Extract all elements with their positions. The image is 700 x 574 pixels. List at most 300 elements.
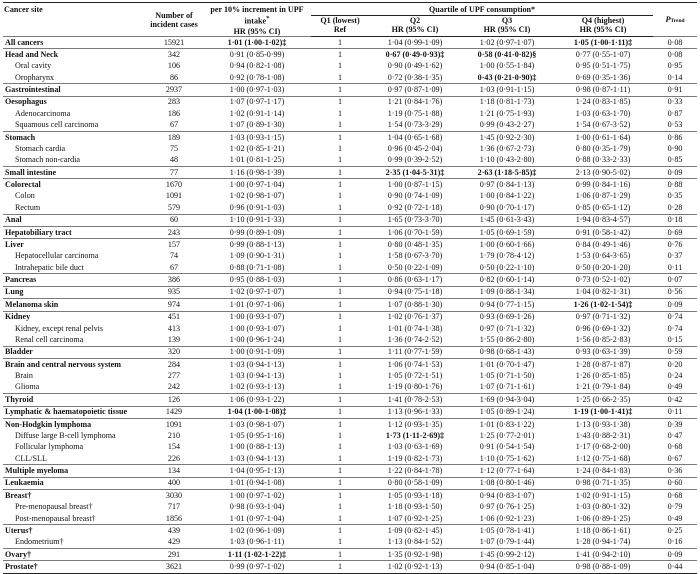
cell-cancer-site: Oesophagus (3, 96, 145, 108)
cell-p-trend: 0·76 (653, 239, 697, 251)
cell-incident-cases: 1670 (145, 179, 203, 191)
cell-incident-cases: 3030 (145, 490, 203, 502)
cell-q2-hr: 1·41 (0·78-2·53) (369, 394, 461, 406)
cell-p-trend: 0·49 (667, 382, 683, 392)
cell-per10-hr: 1·00 (0·97-1·04) (203, 179, 311, 191)
cell-per10-hr: 0·99 (0·88-1·13) (203, 239, 311, 251)
cell-cancer-site: All cancers (3, 36, 145, 48)
cell-p-trend: 0·09 (653, 299, 697, 311)
table-row (3, 251, 697, 262)
cell-p-trend: 0·67 (667, 453, 683, 463)
cell-p-trend: 0·79 (667, 502, 683, 512)
cell-q4-hr: 0·95 (0·51-1·75) (575, 61, 631, 71)
cell-q1: 1 (311, 179, 369, 191)
cell-q2-hr: 0·80 (0·48-1·35) (369, 239, 461, 251)
cell-p-trend: 0·49 (667, 513, 683, 523)
table-row (3, 442, 697, 453)
table-row (3, 323, 697, 334)
cell-q2-hr: 1·09 (0·82-1·45) (369, 525, 461, 537)
cell-incident-cases: 15921 (145, 36, 203, 48)
cell-q3-hr: 0·90 (0·70-1·17) (479, 202, 535, 212)
cell-p-trend: 0·14 (667, 72, 683, 82)
cell-p-trend: 0·07 (653, 274, 697, 286)
cell-q3-hr: 0·82 (0·60-1·14) (461, 274, 553, 286)
cell-incident-cases: 75 (169, 143, 179, 153)
cell-q3-hr: 1·05 (0·89-1·24) (461, 406, 553, 418)
cell-q2-hr: 1·11 (0·77-1·59) (369, 346, 461, 358)
cell-q2-hr: 1·36 (0·74-2·52) (387, 334, 443, 344)
table-row (3, 334, 697, 346)
cell-incident-cases: 67 (169, 262, 179, 272)
cell-q2-hr: 1·19 (0·75-1·88) (387, 108, 443, 118)
cell-q4-hr: 1·53 (0·64-3·65) (575, 251, 631, 261)
cell-cancer-site: Pancreas (3, 274, 145, 286)
cell-incident-cases: 139 (167, 334, 181, 344)
cell-incident-cases: 210 (167, 430, 181, 440)
table-row (3, 370, 697, 381)
header-q2-hr: HR (95% CI) (391, 25, 439, 35)
cell-q3-hr: 1·10 (0·43-2·80) (479, 155, 535, 165)
cell-p-trend: 0·11 (667, 262, 683, 272)
table-row (3, 513, 697, 525)
cell-q1: 1 (311, 299, 369, 311)
cell-q2-hr: 1·06 (0·70-1·59) (369, 226, 461, 238)
cell-per10-hr: 1·01 (1·00-1·02)‡ (203, 36, 311, 48)
cell-q2-hr: 1·13 (0·96-1·33) (369, 406, 461, 418)
cell-p-trend: 0·33 (653, 96, 697, 108)
cell-q1: 1 (337, 155, 343, 165)
table-row (3, 214, 697, 226)
cell-q4-hr: 0·88 (0·33-2·33) (575, 155, 631, 165)
cell-cancer-site: Bladder (3, 346, 145, 358)
cell-cancer-site: Kidney, except renal pelvis (15, 323, 104, 333)
cell-cancer-site: Follicular lymphoma (15, 442, 84, 452)
cell-q4-hr: 1·56 (0·85-2·83) (575, 334, 631, 344)
cell-q4-hr: 0·84 (0·49-1·46) (553, 239, 653, 251)
cell-per10-hr: 1·04 (0·95-1·13) (203, 465, 311, 477)
cell-q3-hr: 1·10 (0·75-1·62) (479, 453, 535, 463)
cell-p-trend: 0·16 (667, 537, 683, 547)
table-row (3, 179, 697, 191)
cell-q3-hr: 0·97 (0·84-1·13) (461, 179, 553, 191)
cell-p-trend: 0·08 (653, 49, 697, 61)
cell-q1: 1 (337, 537, 343, 547)
cell-incident-cases: 243 (145, 226, 203, 238)
cell-q1: 1 (337, 262, 343, 272)
cell-p-trend: 0·69 (653, 226, 697, 238)
cell-q2-hr: 1·07 (0·92-1·25) (387, 513, 443, 523)
cell-p-trend: 0·39 (653, 418, 697, 430)
cell-q3-hr: 1·55 (0·86-2·80) (479, 334, 535, 344)
header-q1 (311, 15, 369, 36)
upf-cancer-risk-table (3, 2, 697, 574)
table-row (3, 120, 697, 132)
table-row (3, 537, 697, 549)
cell-p-trend: 0·44 (653, 561, 697, 573)
cell-per10-hr: 0·95 (0·88-1·03) (203, 274, 311, 286)
table-header (3, 3, 697, 37)
cell-q2-hr: 0·99 (0·39-2·52) (387, 155, 443, 165)
cell-per10-hr: 1·03 (0·96-1·11) (229, 537, 285, 547)
cell-per10-hr: 1·06 (0·93-1·22) (203, 394, 311, 406)
cell-q4-hr: 0·98 (0·71-1·35) (553, 477, 653, 489)
cell-q3-hr: 0·91 (0·54-1·54) (479, 442, 535, 452)
cell-per10-hr: 0·88 (0·71-1·08) (229, 262, 285, 272)
cell-q2-hr: 0·92 (0·72-1·18) (387, 202, 443, 212)
cell-q1: 1 (311, 274, 369, 286)
table-row (3, 394, 697, 406)
table-row (3, 131, 697, 143)
cell-q3-hr: 0·98 (0·68-1·43) (461, 346, 553, 358)
cell-q2-hr: 0·90 (0·74-1·09) (387, 191, 443, 201)
cell-q4-hr: 0·99 (0·84-1·16) (553, 179, 653, 191)
cell-q3-hr: 0·93 (0·69-1·26) (461, 311, 553, 323)
cell-per10-hr: 1·03 (0·93-1·15) (203, 131, 311, 143)
cell-q2-hr: 1·05 (0·93-1·18) (369, 490, 461, 502)
cell-incident-cases: 342 (145, 49, 203, 61)
cell-q2-hr: 0·96 (0·45-2·04) (387, 143, 443, 153)
cell-p-trend: 0·09 (653, 549, 697, 561)
cell-per10-hr: 1·02 (0·96-1·09) (203, 525, 311, 537)
header-q2 (369, 15, 461, 36)
cell-q3-hr: 0·94 (0·77-1·15) (461, 299, 553, 311)
cell-incident-cases: 106 (167, 61, 181, 71)
cell-p-trend: 0·15 (667, 334, 683, 344)
header-q1-ref: Ref (333, 25, 347, 35)
cell-q3-hr: 1·79 (0·78-4·12) (479, 251, 535, 261)
cell-q3-hr: 1·07 (0·71-1·61) (479, 382, 535, 392)
cell-q4-hr: 0·98 (0·87-1·11) (553, 84, 653, 96)
cell-q2-hr: 1·35 (0·92-1·98) (369, 549, 461, 561)
header-cancer-site: Cancer site (4, 5, 43, 14)
cell-q4-hr: 1·21 (0·79-1·84) (575, 382, 631, 392)
header-per10-mark: * (266, 15, 270, 23)
cell-cancer-site: Hepatocellular carcinoma (15, 251, 99, 261)
header-p-trend-sub: Trend (670, 17, 685, 24)
cell-q2-hr: 1·21 (0·84-1·76) (369, 96, 461, 108)
cell-per10-hr: 0·99 (0·89-1·09) (203, 226, 311, 238)
cell-p-trend: 0·87 (667, 108, 683, 118)
table-row (3, 430, 697, 441)
cell-q2-hr: 1·01 (0·74-1·38) (387, 323, 443, 333)
table-row (3, 418, 697, 430)
cell-q3-hr: 1·05 (0·69-1·59) (461, 226, 553, 238)
cell-q4-hr: 0·96 (0·69-1·32) (575, 323, 631, 333)
cell-q1: 1 (311, 239, 369, 251)
table-row (3, 84, 697, 96)
cell-incident-cases: 134 (145, 465, 203, 477)
table-row (3, 502, 697, 513)
cell-incident-cases: 284 (145, 359, 203, 371)
cell-per10-hr: 0·92 (0·78-1·08) (229, 72, 285, 82)
cell-per10-hr: 1·02 (0·91-1·14) (229, 108, 285, 118)
cell-cancer-site: Leukaemia (3, 477, 145, 489)
cell-per10-hr: 1·00 (0·97-1·02) (203, 490, 311, 502)
cell-q2-hr: 1·05 (0·72-1·51) (387, 371, 443, 381)
cell-per10-hr: 1·11 (1·02-1·22)‡ (203, 549, 311, 561)
cell-cancer-site: Head and Neck (3, 49, 145, 61)
table-row (3, 525, 697, 537)
cell-incident-cases: 3621 (145, 561, 203, 573)
cell-q3-hr: 1·09 (0·88-1·34) (461, 286, 553, 298)
cell-q2-hr: 0·72 (0·38-1·35) (387, 72, 443, 82)
cell-p-trend: 0·24 (667, 371, 683, 381)
table-row (3, 262, 697, 274)
cell-p-trend: 0·47 (667, 430, 683, 440)
table-row (3, 549, 697, 561)
cell-q2-hr: 1·19 (0·82-1·73) (387, 453, 443, 463)
cell-per10-hr: 1·00 (0·97-1·03) (203, 84, 311, 96)
table-row (3, 226, 697, 238)
cell-p-trend: 0·86 (653, 131, 697, 143)
cell-cancer-site: CLL/SLL (15, 453, 47, 463)
cell-incident-cases: 154 (167, 442, 181, 452)
cell-per10-hr: 1·00 (0·91-1·09) (203, 346, 311, 358)
cell-q4-hr: 1·03 (0·80-1·32) (575, 502, 631, 512)
cell-q3-hr: 0·97 (0·71-1·32) (479, 323, 535, 333)
header-per-10-increment (203, 3, 311, 37)
cell-q1: 1 (337, 61, 343, 71)
cell-q1: 1 (311, 36, 369, 48)
cell-cancer-site: Oropharynx (15, 72, 55, 82)
cell-q3-hr: 2·63 (1·18-5·85)‡ (461, 167, 553, 179)
cell-cancer-site: Endometrium† (15, 537, 64, 547)
cell-cancer-site: Oral cavity (15, 61, 52, 71)
cell-p-trend: 0·85 (667, 155, 683, 165)
cell-per10-hr: 1·01 (0·94-1·08) (203, 477, 311, 489)
table-row (3, 490, 697, 502)
cell-per10-hr: 0·99 (0·97-1·02) (203, 561, 311, 573)
cell-q2-hr: 0·80 (0·58-1·09) (369, 477, 461, 489)
table-row (3, 191, 697, 202)
cell-q3-hr: 1·05 (0·78-1·41) (461, 525, 553, 537)
cell-q2-hr: 1·18 (0·93-1·50) (387, 502, 443, 512)
cell-cancer-site: Prostate† (3, 561, 145, 573)
table-row (3, 465, 697, 477)
cell-q1: 1 (337, 513, 343, 523)
cell-q3-hr: 0·43 (0·21-0·90)‡ (477, 72, 537, 82)
cell-per10-hr: 0·98 (0·93-1·04) (229, 502, 285, 512)
cell-q4-hr: 0·77 (0·55-1·07) (553, 49, 653, 61)
cell-per10-hr: 1·02 (0·93-1·13) (229, 382, 285, 392)
cell-cancer-site: Anal (3, 214, 145, 226)
cell-q1: 1 (337, 430, 343, 440)
cell-p-trend: 0·68 (653, 490, 697, 502)
cell-q1: 1 (311, 394, 369, 406)
cell-q1: 1 (311, 49, 369, 61)
cell-cancer-site: Stomach cardia (15, 143, 66, 153)
cell-p-trend: 0·88 (653, 179, 697, 191)
cell-per10-hr: 1·00 (0·93-1·07) (229, 323, 285, 333)
cell-q3-hr: 1·00 (0·60-1·66) (461, 239, 553, 251)
cell-p-trend: 0·95 (667, 61, 683, 71)
cell-q3-hr: 1·45 (0·92-2·30) (461, 131, 553, 143)
cell-cancer-site: Diffuse large B-cell lymphoma (15, 430, 116, 440)
cell-q3-hr: 1·01 (0·70-1·47) (461, 359, 553, 371)
cell-q1: 1 (337, 453, 343, 463)
cell-q4-hr: 1·05 (1·00-1·11)‡ (553, 36, 653, 48)
cell-q2-hr: 0·97 (0·87-1·09) (369, 84, 461, 96)
cell-q4-hr: 1·18 (0·86-1·61) (553, 525, 653, 537)
cell-q4-hr: 1·02 (0·91-1·15) (553, 490, 653, 502)
cell-q1: 1 (311, 214, 369, 226)
cell-cancer-site: Stomach (3, 131, 145, 143)
cell-q3-hr: 1·08 (0·80-1·46) (461, 477, 553, 489)
cell-q1: 1 (337, 323, 343, 333)
cell-q4-hr: 1·41 (0·94-2·10) (553, 549, 653, 561)
cell-q2-hr: 1·04 (0·99-1·09) (369, 36, 461, 48)
cell-q1: 1 (311, 311, 369, 323)
cell-q3-hr: 1·36 (0·67-2·73) (479, 143, 535, 153)
header-q1-label: Q1 (lowest) (320, 15, 360, 25)
cell-p-trend: 0·37 (667, 251, 683, 261)
cell-cancer-site: Renal cell carcinoma (15, 334, 84, 344)
cell-q3-hr: 0·50 (0·22-1·10) (479, 262, 535, 272)
cell-q2-hr: 1·06 (0·74-1·53) (369, 359, 461, 371)
cell-q4-hr: 1·28 (0·87-1·87) (553, 359, 653, 371)
cell-q3-hr: 0·94 (0·85-1·04) (461, 561, 553, 573)
header-incident-cases: Number of incident cases (150, 11, 198, 30)
table-body (3, 36, 697, 573)
table-row (3, 359, 697, 371)
header-q2-label: Q2 (409, 15, 421, 25)
cell-incident-cases: 1091 (165, 191, 183, 201)
cell-q3-hr: 1·45 (0·61-3·43) (461, 214, 553, 226)
cell-cancer-site: Gastrointestinal (3, 84, 145, 96)
cell-incident-cases: 1429 (145, 406, 203, 418)
cell-p-trend: 0·59 (653, 346, 697, 358)
cell-q3-hr: 0·94 (0·83-1·07) (461, 490, 553, 502)
cell-per10-hr: 0·94 (0·82-1·08) (229, 61, 285, 71)
cell-q1: 1 (311, 549, 369, 561)
cell-q2-hr: 1·65 (0·73-3·70) (369, 214, 461, 226)
table-row (3, 286, 697, 298)
table-row (3, 108, 697, 119)
cell-q2-hr: 1·04 (0·65-1·68) (369, 131, 461, 143)
table-row (3, 143, 697, 154)
cell-q4-hr: 1·24 (0·83-1·85) (553, 96, 653, 108)
cell-incident-cases: 277 (167, 371, 181, 381)
cell-cancer-site: Ovary† (3, 549, 145, 561)
cell-q4-hr: 0·69 (0·35-1·36) (575, 72, 631, 82)
cell-q1: 1 (311, 96, 369, 108)
cell-incident-cases: 67 (169, 120, 179, 130)
cell-q3-hr: 1·69 (0·94-3·04) (461, 394, 553, 406)
cell-q1: 1 (311, 561, 369, 573)
cell-per10-hr: 1·01 (0·97-1·06) (203, 299, 311, 311)
cell-q3-hr: 1·21 (0·75-1·93) (479, 108, 535, 118)
cell-q1: 1 (337, 143, 343, 153)
cell-per10-hr: 1·00 (0·96-1·24) (229, 334, 285, 344)
cell-q1: 1 (311, 477, 369, 489)
cell-q2-hr: 1·00 (0·87-1·15) (369, 179, 461, 191)
cell-incident-cases: 242 (167, 382, 181, 392)
table-row (3, 36, 697, 48)
cell-incident-cases: 429 (167, 537, 181, 547)
cell-q4-hr: 0·91 (0·58-1·42) (553, 226, 653, 238)
cell-incident-cases: 1856 (165, 513, 183, 523)
cell-incident-cases: 226 (167, 453, 181, 463)
cell-q1: 1 (311, 226, 369, 238)
cell-q1: 1 (311, 465, 369, 477)
cell-q4-hr: 1·54 (0·67-3·52) (575, 120, 631, 130)
table-row (3, 477, 697, 489)
cell-cancer-site: Stomach non-cardia (15, 155, 80, 165)
table-row (3, 72, 697, 84)
cell-cancer-site: Rectum (15, 202, 41, 212)
cell-incident-cases: 935 (145, 286, 203, 298)
cell-q2-hr: 0·67 (0·49-0·93)‡ (369, 49, 461, 61)
cell-q4-hr: 1·17 (0·68-2·00) (575, 442, 631, 452)
cell-per10-hr: 1·03 (0·94-1·13) (229, 371, 285, 381)
cell-q1: 1 (337, 382, 343, 392)
cell-incident-cases: 60 (145, 214, 203, 226)
cell-cancer-site: Squamous cell carcinoma (15, 120, 99, 130)
cell-q1: 1 (311, 84, 369, 96)
cell-q1: 1 (311, 490, 369, 502)
header-per10-hr: HR (95% CI) (233, 26, 281, 36)
cell-q1: 1 (311, 286, 369, 298)
cell-q4-hr: 0·50 (0·20-1·20) (575, 262, 631, 272)
cell-incident-cases: 157 (145, 239, 203, 251)
header-q4 (553, 15, 653, 36)
cell-q4-hr: 2·13 (0·90-5·02) (553, 167, 653, 179)
cell-p-trend: 0·74 (653, 311, 697, 323)
table-row (3, 406, 697, 418)
cell-q4-hr: 1·25 (0·66-2·35) (553, 394, 653, 406)
cell-incident-cases: 77 (145, 167, 203, 179)
cell-cancer-site: Colon (15, 191, 35, 201)
cell-q4-hr: 1·19 (1·00-1·41)‡ (553, 406, 653, 418)
cell-incident-cases: 974 (145, 299, 203, 311)
cell-q4-hr: 0·73 (0·52-1·02) (553, 274, 653, 286)
cell-incident-cases: 1091 (145, 418, 203, 430)
cell-q1: 1 (337, 72, 343, 82)
cell-q3-hr: 1·03 (0·91-1·15) (461, 84, 553, 96)
cell-q2-hr: 0·50 (0·22-1·09) (387, 262, 443, 272)
table-row (3, 382, 697, 394)
cell-incident-cases: 126 (145, 394, 203, 406)
cell-q4-hr: 1·94 (0·83-4·57) (553, 214, 653, 226)
cell-cancer-site: Non-Hodgkin lymphoma (3, 418, 145, 430)
cell-p-trend: 0·28 (667, 202, 683, 212)
cell-per10-hr: 1·02 (0·85-1·21) (229, 143, 285, 153)
cell-per10-hr: 1·02 (0·98-1·07) (229, 191, 285, 201)
cell-incident-cases: 439 (145, 525, 203, 537)
cell-per10-hr: 1·01 (0·97-1·04) (229, 513, 285, 523)
table-row (3, 167, 697, 179)
cell-q3-hr: 1·01 (0·83-1·22) (461, 418, 553, 430)
cell-p-trend: 0·08 (653, 36, 697, 48)
header-q3-label: Q3 (501, 15, 513, 25)
cell-q4-hr: 0·97 (0·71-1·32) (553, 311, 653, 323)
cell-cancer-site: Multiple myeloma (3, 465, 145, 477)
cell-cancer-site: Breast† (3, 490, 145, 502)
table-row (3, 239, 697, 251)
cell-q1: 1 (337, 334, 343, 344)
cell-cancer-site: Liver (3, 239, 145, 251)
cell-q1: 1 (337, 442, 343, 452)
cell-q3-hr: 1·00 (0·84-1·22) (479, 191, 535, 201)
cell-per10-hr: 1·03 (0·94-1·13) (229, 453, 285, 463)
cell-incident-cases: 451 (145, 311, 203, 323)
cell-p-trend: 0·56 (653, 286, 697, 298)
cell-p-trend: 0·90 (667, 143, 683, 153)
cell-q3-hr: 1·07 (0·79-1·44) (479, 537, 535, 547)
cell-p-trend: 0·60 (653, 477, 697, 489)
cell-q2-hr: 0·90 (0·49-1·62) (387, 61, 443, 71)
cell-q4-hr: 0·93 (0·63-1·39) (553, 346, 653, 358)
